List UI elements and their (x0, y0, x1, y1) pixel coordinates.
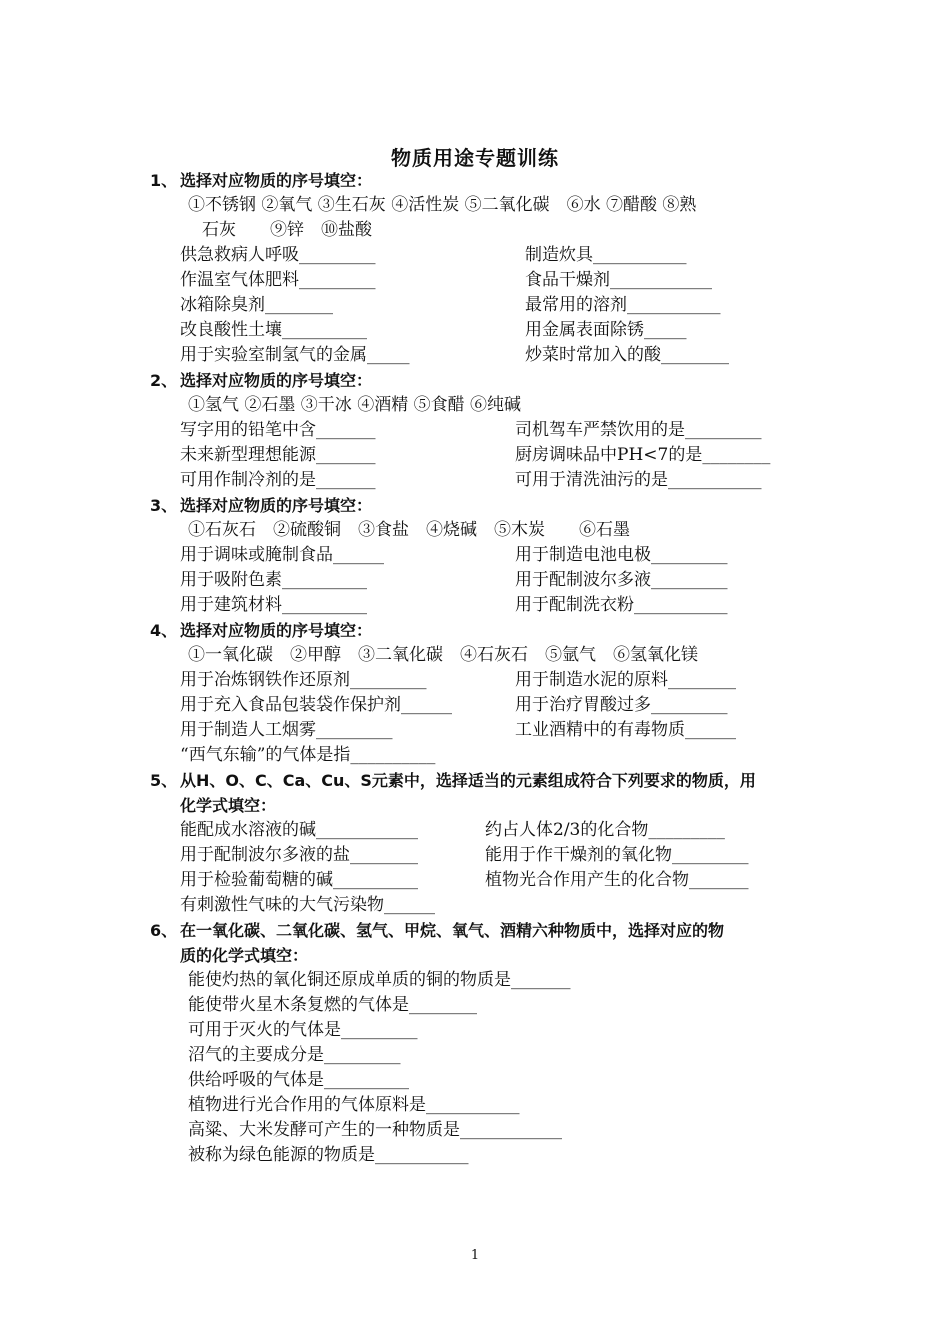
question-6-title: 6、 在一氧化碳、二氧化碳、氢气、甲烷、氧气、酒精六种物质中，选择对应的物 (150, 921, 725, 940)
question-6-item: 能使灼热的氧化铜还原成单质的铜的物质是_______ (188, 970, 571, 990)
question-6-item: 高粱、大米发酵可产生的一种物质是____________ (188, 1120, 562, 1140)
question-6-item: 被称为绿色能源的物质是___________ (188, 1145, 469, 1165)
question-4-options: ①一氧化碳 ②甲醇 ③二氧化碳 ④石灰石 ⑤氩气 ⑥氢氧化镁 (188, 645, 698, 665)
question-2-title: 2、 选择对应物质的序号填空： (150, 371, 373, 390)
question-6-title-cont: 质的化学式填空： (180, 946, 309, 965)
question-3-row: 用于调味或腌制食品______ 用于制造电池电极_________ (180, 545, 728, 565)
question-5-row: 用于配制波尔多液的盐________ 能用于作干燥剂的氧化物_________ (180, 845, 749, 865)
question-1-row: 供急救病人呼吸_________ 制造炊具___________ (180, 245, 687, 265)
question-4-title: 4、 选择对应物质的序号填空： (150, 621, 373, 640)
question-3-title: 3、 选择对应物质的序号填空： (150, 496, 373, 515)
question-4-row: 用于冶炼钢铁作还原剂_________ 用于制造水泥的原料________ (180, 670, 736, 690)
question-2-row: 可用作制冷剂的是_______ 可用于清洗油污的是___________ (180, 470, 762, 490)
question-1-row: 冰箱除臭剂________ 最常用的溶剂___________ (180, 295, 721, 315)
question-5-title: 5、 从H、O、C、Ca、Cu、S元素中，选择适当的元素组成符合下列要求的物质，用 (150, 771, 756, 790)
question-3-row: 用于建筑材料__________ 用于配制洗衣粉___________ (180, 595, 728, 615)
question-2-row: 未来新型理想能源_______ 厨房调味品中PH<7的是________ (180, 445, 771, 465)
question-1-options: ①不锈钢 ②氧气 ③生石灰 ④活性炭 ⑤二氧化碳 ⑥水 ⑦醋酸 ⑧熟 (188, 195, 697, 215)
question-1-title: 1、 选择对应物质的序号填空： (150, 171, 373, 190)
question-2-row: 写字用的铅笔中含_______ 司机驾车严禁饮用的是_________ (180, 420, 762, 440)
page-number: 1 (470, 1248, 480, 1263)
question-1-row: 用于实验室制氢气的金属_____ 炒菜时常加入的酸________ (180, 345, 729, 365)
question-1-row: 作温室气体肥料_________ 食品干燥剂____________ (180, 270, 712, 290)
question-5-extra: 有刺激性气味的大气污染物______ (180, 895, 435, 915)
question-4-row: 用于制造人工烟雾_________ 工业酒精中的有毒物质______ (180, 720, 736, 740)
question-1-row: 改良酸性土壤__________ 用金属表面除锈_____ (180, 320, 687, 340)
question-5-row: 能配成水溶液的碱____________ 约占人体2/3的化合物_________ (180, 820, 725, 840)
question-4-row: 用于充入食品包装袋作保护剂______ 用于治疗胃酸过多_________ (180, 695, 728, 715)
question-6-item: 沼气的主要成分是_________ (188, 1045, 401, 1065)
question-5-title-cont: 化学式填空： (180, 796, 277, 815)
question-6-item: 能使带火星木条复燃的气体是________ (188, 995, 477, 1015)
question-list (150, 168, 810, 1168)
question-3-row: 用于吸附色素__________ 用于配制波尔多液_________ (180, 570, 728, 590)
question-5-row: 用于检验葡萄糖的碱__________ 植物光合作用产生的化合物_______ (180, 870, 749, 890)
question-3-options: ①石灰石 ②硫酸铜 ③食盐 ④烧碱 ⑤木炭 ⑥石墨 (188, 520, 630, 540)
question-2-options: ①氢气 ②石墨 ③干冰 ④酒精 ⑤食醋 ⑥纯碱 (188, 395, 522, 415)
question-6-item: 可用于灭火的气体是_________ (188, 1020, 418, 1040)
page-title: 物质用途专题训练 (391, 146, 559, 170)
question-6-item: 植物进行光合作用的气体原料是___________ (188, 1095, 520, 1115)
question-1-options-cont: 石灰 ⑨锌 ⑩盐酸 (202, 220, 372, 240)
question-4-extra: “西气东输”的气体是指__________ (180, 745, 436, 765)
question-6-item: 供给呼吸的气体是__________ (188, 1070, 409, 1090)
